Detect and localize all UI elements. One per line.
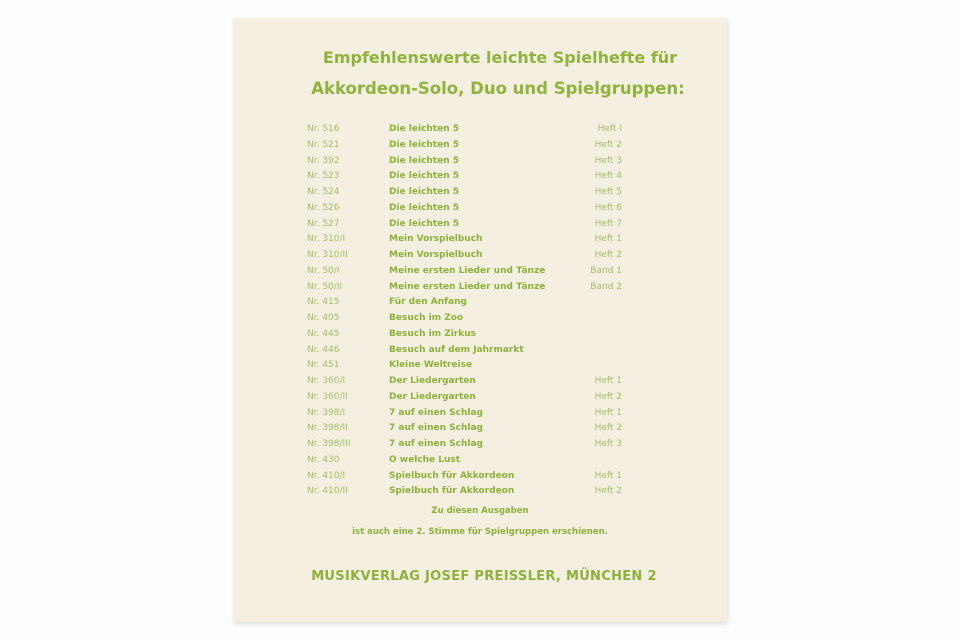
item-title: Die leichten 5 [389, 139, 460, 150]
list-item [233, 408, 727, 423]
item-nr: Nr. 360/I [307, 376, 346, 386]
item-nr: Nr. 526 [307, 202, 340, 213]
list-item [233, 297, 727, 312]
item-vol: Heft 4 [594, 171, 622, 182]
heading-line-1: Empfehlenswerte leichte Spielhefte für [322, 48, 678, 67]
item-vol: Heft 2 [594, 391, 622, 402]
item-nr: Nr. 524 [307, 187, 340, 197]
item-title: Besuch im Zoo [389, 313, 464, 323]
list-item [233, 439, 727, 454]
list-item [233, 156, 727, 171]
item-vol: Band 1 [590, 265, 622, 276]
item-nr: Nr. 410/II [307, 486, 348, 497]
item-vol: Heft 1 [594, 407, 622, 418]
item-title: Für den Anfang [389, 297, 467, 308]
list-item [233, 471, 727, 486]
list-item [233, 423, 727, 438]
item-nr: Nr. 445 [307, 328, 340, 339]
item-title: 7 auf einen Schlag [389, 439, 483, 449]
item-title: Meine ersten Lieder und Tänze [389, 281, 546, 292]
item-nr: Nr. 310/II [307, 250, 348, 260]
item-nr: Nr. 415 [307, 297, 340, 308]
publisher: MUSIKVERLAG JOSEF PREISSLER, MÜNCHEN 2 [311, 569, 657, 584]
item-nr: Nr. 451 [307, 360, 340, 371]
item-title: 7 auf einen Schlag [389, 423, 483, 434]
list-item [233, 313, 727, 328]
note-line-1: Zu diesen Ausgaben [431, 506, 529, 516]
item-vol: Heft 2 [594, 250, 622, 260]
heading-line-2: Akkordeon-Solo, Duo und Spielgruppen: [311, 79, 685, 98]
item-title: Die leichten 5 [389, 155, 460, 166]
list-item [233, 455, 727, 470]
item-vol: Heft 2 [594, 486, 622, 497]
item-vol: Heft 1 [594, 470, 622, 481]
item-vol: Heft 6 [594, 202, 622, 213]
item-nr: Nr. 50/II [307, 281, 343, 292]
item-nr: Nr. 398/I [307, 407, 346, 418]
item-title: Der Liedergarten [389, 376, 476, 386]
list-item [233, 187, 727, 202]
item-title: Die leichten 5 [389, 124, 460, 134]
item-title: 7 auf einen Schlag [389, 407, 483, 418]
item-nr: Nr. 516 [307, 124, 340, 134]
list-item [233, 486, 727, 501]
item-title: Mein Vorspielbuch [389, 234, 483, 245]
item-vol: Heft 7 [594, 218, 622, 229]
item-title: Mein Vorspielbuch [389, 250, 483, 260]
list-item [233, 329, 727, 344]
note-line-2: ist auch eine 2. Stimme für Spielgruppen erschienen. [352, 527, 608, 537]
list-item [233, 360, 727, 375]
item-vol: Heft 2 [594, 423, 622, 434]
item-nr: Nr. 430 [307, 454, 340, 465]
list-item [233, 266, 727, 281]
item-nr: Nr. 523 [307, 171, 340, 182]
item-vol: Heft 3 [594, 155, 622, 166]
item-nr: Nr. 360/II [307, 391, 348, 402]
list-item [233, 219, 727, 234]
list-item [233, 282, 727, 297]
list-item [233, 171, 727, 186]
item-vol: Band 2 [590, 281, 622, 292]
item-nr: Nr. 50/I [307, 265, 340, 276]
list-item [233, 250, 727, 265]
item-title: Der Liedergarten [389, 391, 476, 402]
item-nr: Nr. 410/I [307, 470, 346, 481]
item-title: Spielbuch für Akkordeon [389, 486, 515, 497]
item-vol: Heft 1 [594, 234, 622, 245]
item-title: Die leichten 5 [389, 202, 460, 213]
list-item [233, 345, 727, 360]
list-item [233, 234, 727, 249]
list-item [233, 140, 727, 155]
list-item [233, 124, 727, 139]
item-nr: Nr. 392 [307, 155, 340, 166]
list-item [233, 203, 727, 218]
item-nr: Nr. 521 [307, 139, 340, 150]
item-title: Die leichten 5 [389, 218, 460, 229]
item-vol: Heft I [597, 124, 622, 134]
item-title: Die leichten 5 [389, 187, 460, 197]
item-vol: Heft 3 [594, 439, 622, 449]
item-title: Spielbuch für Akkordeon [389, 470, 515, 481]
item-title: Besuch im Zirkus [389, 328, 476, 339]
item-vol: Heft 1 [594, 376, 622, 386]
item-title: Besuch auf dem Jahrmarkt [389, 344, 524, 355]
item-nr: Nr. 446 [307, 344, 340, 355]
list-item [233, 392, 727, 407]
item-title: Kleine Weltreise [389, 360, 473, 371]
item-nr: Nr. 398/II [307, 423, 348, 434]
item-nr: Nr. 527 [307, 218, 340, 229]
item-title: Die leichten 5 [389, 171, 460, 182]
item-title: Meine ersten Lieder und Tänze [389, 265, 546, 276]
item-vol: Heft 2 [594, 139, 622, 150]
item-nr: Nr. 405 [307, 313, 340, 323]
item-nr: Nr. 398/III [307, 439, 351, 449]
item-title: O welche Lust [389, 454, 461, 465]
item-nr: Nr. 310/I [307, 234, 346, 245]
booklet-back-cover [233, 18, 727, 622]
item-vol: Heft 5 [594, 187, 622, 197]
list-item [233, 376, 727, 391]
